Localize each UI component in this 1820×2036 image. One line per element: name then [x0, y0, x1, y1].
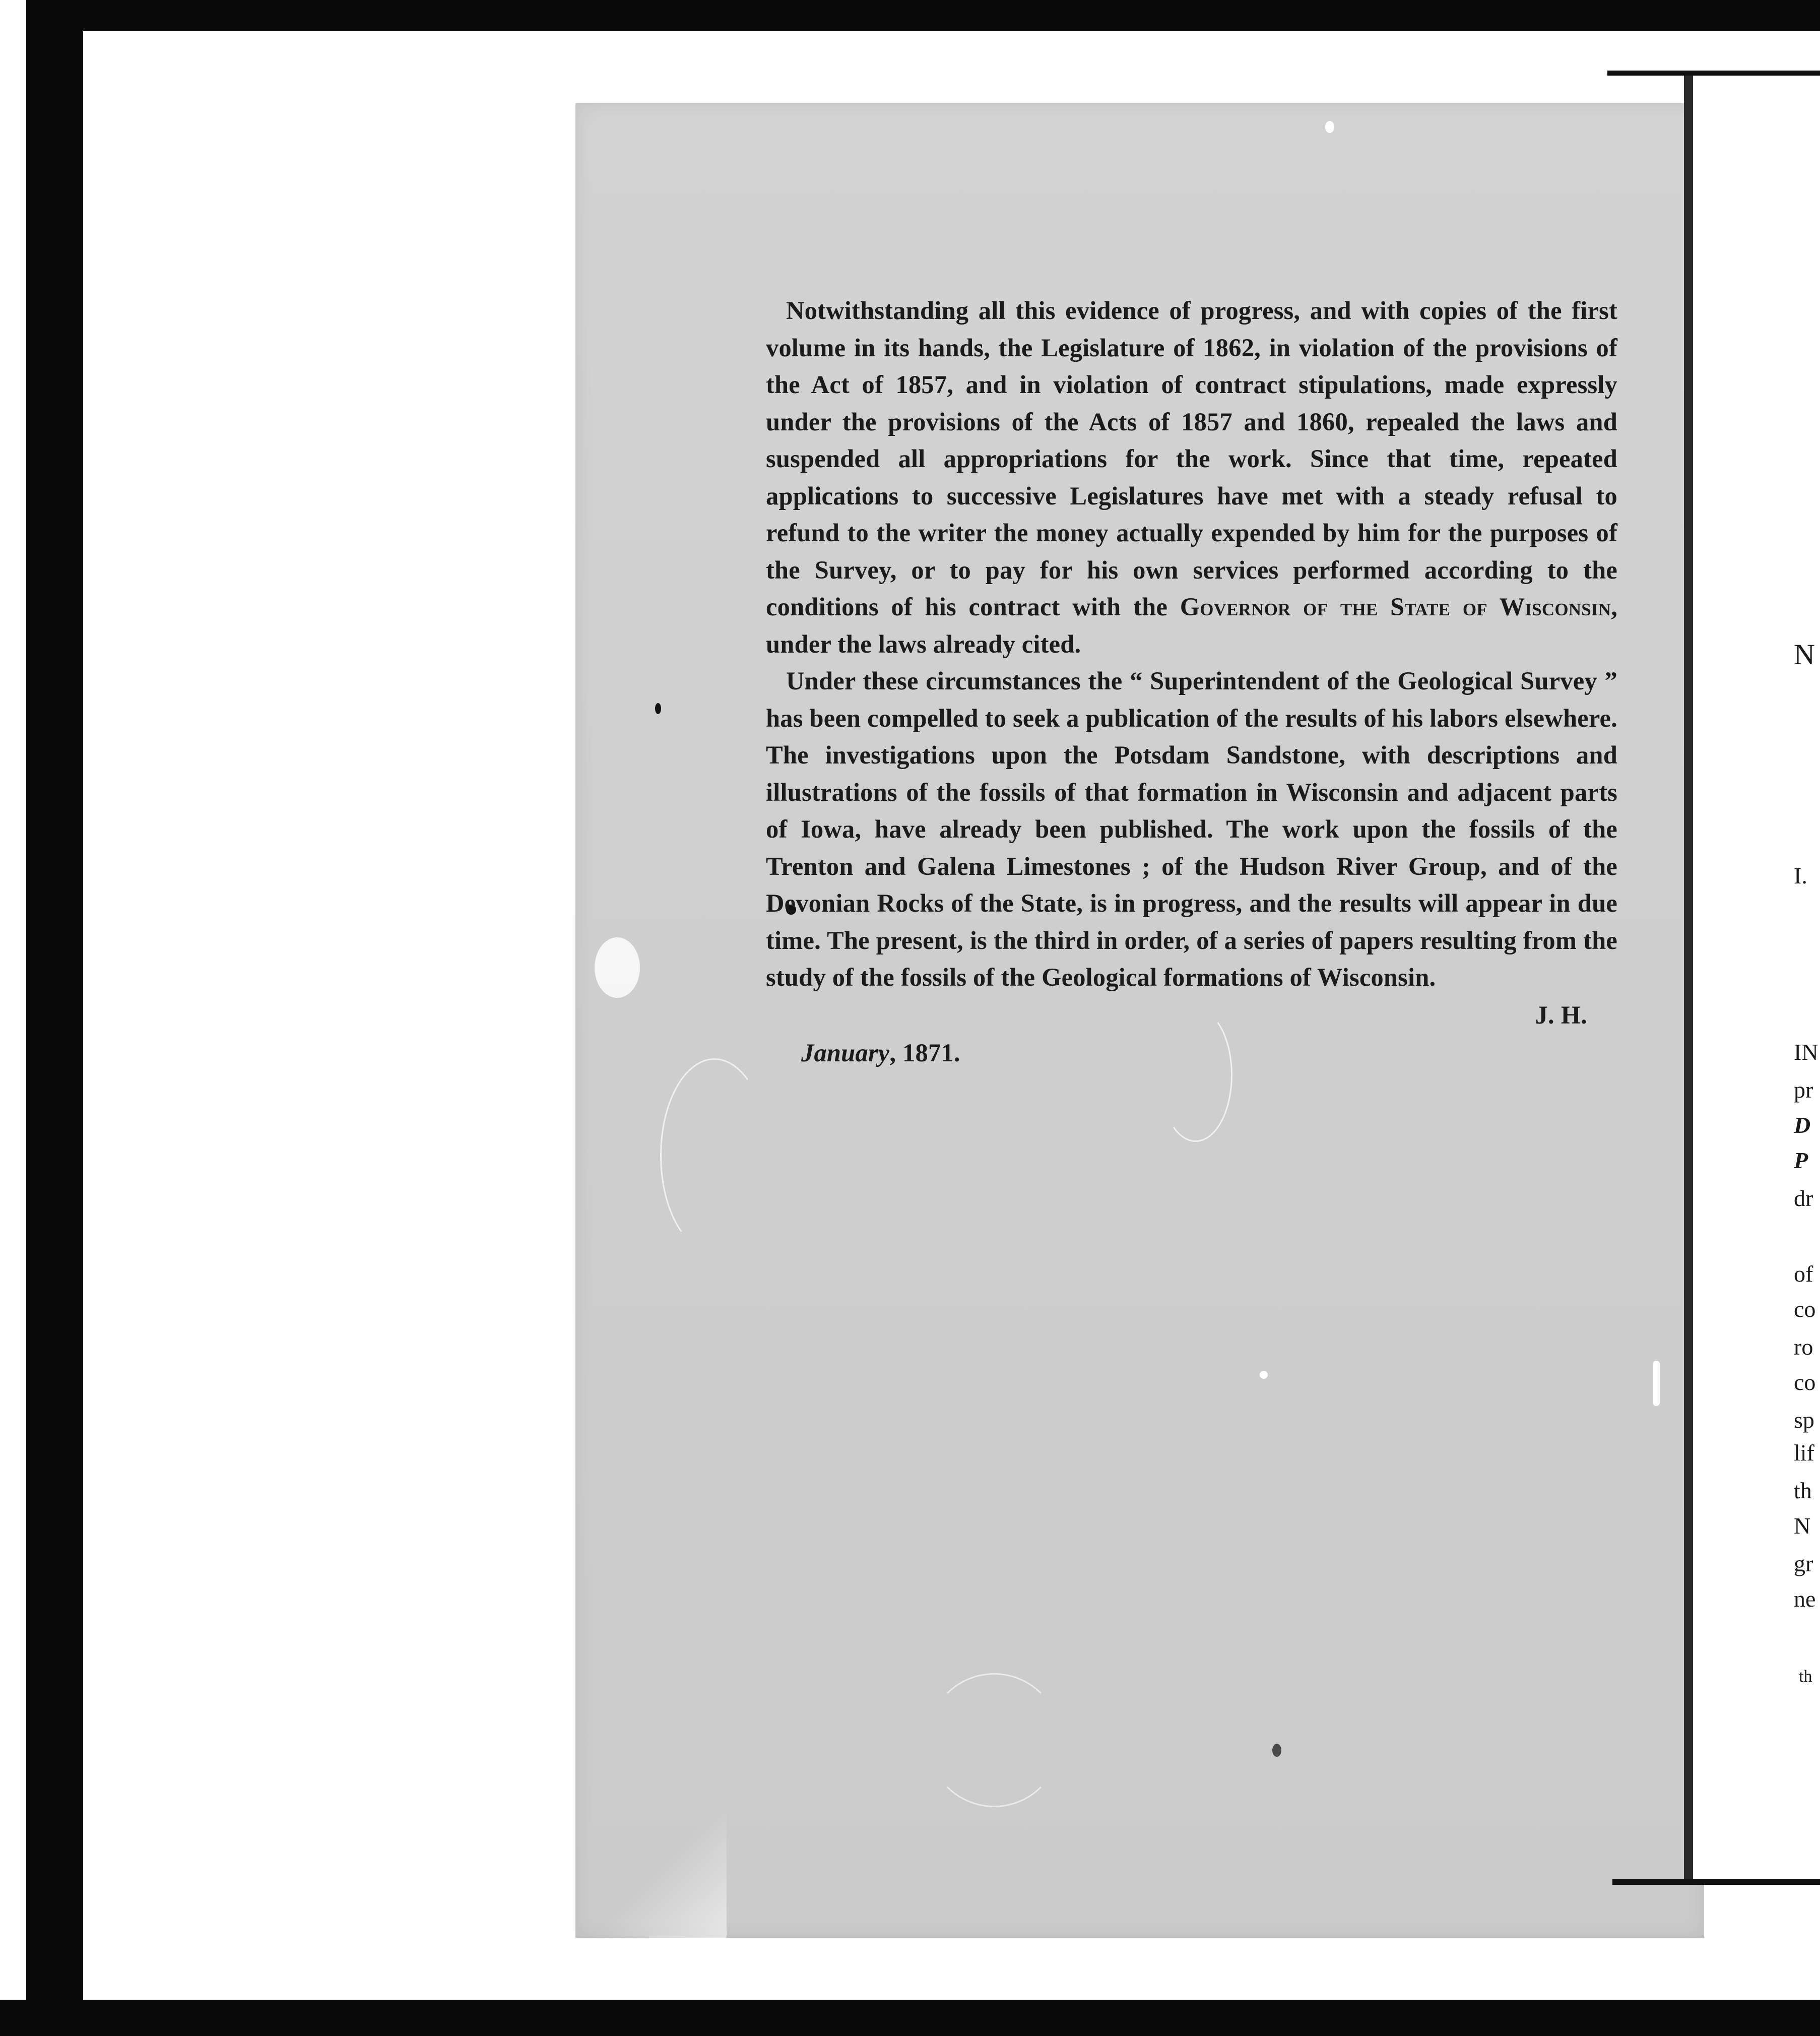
facing-page-fragment: P: [1794, 1148, 1808, 1173]
paragraph-text: , under the laws already cited.: [766, 593, 1618, 658]
page-spine: [1684, 76, 1693, 1880]
facing-page-fragment: ro: [1794, 1334, 1813, 1360]
paragraph-circumstances: [766, 663, 1617, 996]
facing-page-fragment: dr: [1794, 1185, 1813, 1211]
facing-page-fragment: pr: [1794, 1077, 1813, 1103]
facing-page-fragment: N: [1794, 1513, 1811, 1539]
paper-speck: [1325, 121, 1334, 133]
body-text: [766, 292, 1617, 1072]
facing-page-fragment: co: [1794, 1296, 1816, 1322]
facing-page-fragment: th: [1799, 1667, 1812, 1686]
scratch-mark: [927, 1673, 1061, 1807]
signature-initials: J. H.: [1535, 1000, 1587, 1029]
facing-page-fragment: IN: [1794, 1039, 1818, 1065]
spine-top-rule: [1607, 71, 1820, 76]
paper-speck: [1260, 1371, 1268, 1379]
ink-speck: [655, 703, 661, 714]
scan-frame-margin: [0, 0, 26, 2036]
facing-page-fragment: N: [1794, 638, 1815, 671]
spine-bottom-rule: [1612, 1879, 1820, 1885]
page-corner-fold: [575, 1814, 727, 1938]
facing-page-fragment: I.: [1794, 863, 1807, 888]
paper-speck: [595, 937, 640, 998]
facing-page-fragment: gr: [1794, 1551, 1813, 1576]
dateline: [766, 1034, 1617, 1072]
date-month: January: [801, 1038, 890, 1067]
scratch-mark: [660, 1058, 769, 1253]
facing-page-fragment: sp: [1794, 1407, 1814, 1433]
smallcaps-text: Governor of the State of Wisconsin: [1180, 593, 1611, 621]
facing-page-fragment: ne: [1794, 1586, 1816, 1612]
paper-speck: [1653, 1361, 1660, 1406]
facing-page-fragment: co: [1794, 1369, 1816, 1395]
facing-page-fragment: D: [1794, 1112, 1811, 1138]
scan-frame-top: [0, 0, 1820, 31]
ink-speck: [1272, 1744, 1281, 1757]
facing-page-fragment: th: [1794, 1478, 1812, 1503]
facing-page-fragment: lif: [1794, 1440, 1814, 1466]
date-year: , 1871.: [889, 1038, 960, 1067]
facing-page-fragment: of: [1794, 1261, 1813, 1287]
paragraph-text: Notwithstanding all this evidence of progress, and with copies of the first volume in its hands, the Legislature of 1862, in violation of the provisions of the Act of 1857, and in violation of contract stipulations, made expressly under the provisions of the Acts of 1857 and 1860, repealed the laws and suspended all appropriations for the work. Since that time, repeated applications to successive Legislatures have met with a steady refusal to refund to the writer the money actually expended by him for the purposes of the Survey, or to pay for his own services performed according to the conditions of his contract with the: [766, 296, 1617, 621]
paragraph-legislature: [766, 292, 1617, 663]
paragraph-text: Under these circumstances the “ Superintendent of the Geological Survey ” has been compelled to seek a publication of the results of his labors elsewhere. The investigations upon the Potsdam Sandstone, with descriptions and illustrations of the fossils of that formation in Wisconsin and adjacent parts of Iowa, have already been published. The work upon the fossils of the Trenton and Galena Limestones ; of the Hudson River Group, and of the Devonian Rocks of the State, is in progress, and the results will appear in due time. The present, is the third in order, of a series of papers resulting from the study of the fossils of the Geological formations of Wisconsin.: [766, 667, 1617, 991]
scan-frame-bottom: [0, 2000, 1820, 2036]
